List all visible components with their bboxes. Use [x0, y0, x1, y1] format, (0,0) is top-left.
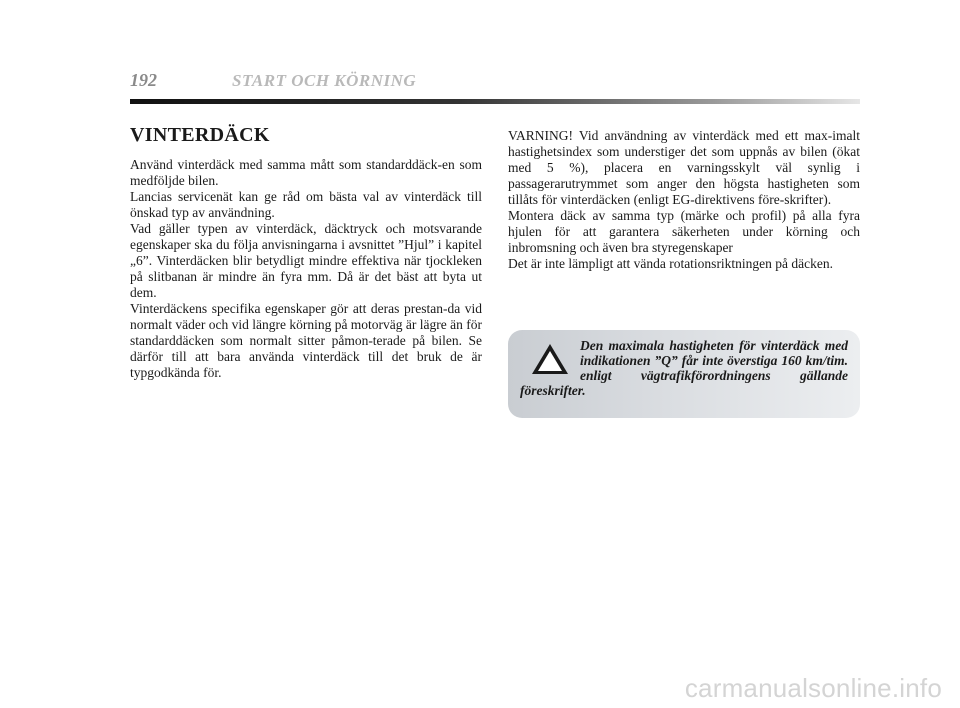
right-paragraph-2: Montera däck av samma typ (märke och profil) på alla fyra hjulen för att garantera säkerheten under körning och inbromsning och även bra styregenskaper: [508, 208, 860, 255]
left-column: [130, 124, 482, 381]
right-paragraph-1: VARNING! Vid användning av vinterdäck med ett max-imalt hastighetsindex som understiger det som uppnås av bilen (ökat med 5 %), placera en varningsskylt väl synlig i passagerarutrymmet som anger den högsta hastigheten som tillåts för vinterdäcken (enligt EG-direktivens före-skrifter).: [508, 128, 860, 207]
running-title: START OCH KÖRNING: [232, 71, 417, 90]
page-number: 192: [130, 70, 157, 90]
header-rule: [130, 99, 860, 104]
watermark: carmanualsonline.info: [684, 673, 942, 703]
warning-box: [508, 330, 860, 418]
left-paragraph-1: Använd vinterdäck med samma mått som standarddäck-en som medföljde bilen.: [130, 157, 482, 188]
right-column: [508, 128, 860, 272]
left-paragraph-4: Vinterdäckens specifika egenskaper gör att deras prestan-da vid normalt väder och vid längre körning på motorväg är lägre än för standarddäcken som normalt sitter påmon-terade på bilen. Se därför till att bara använda vinterdäck till det bruk de är typgodkända för.: [130, 301, 482, 380]
warning-text: Den maximala hastigheten för vinterdäck med indikationen ”Q” får inte överstiga 160 km/tim. enligt vägtrafikförordningens gällande föreskrifter.: [520, 338, 848, 398]
left-paragraph-2: Lancias servicenät kan ge råd om bästa val av vinterdäck till önskad typ av användning.: [130, 189, 482, 220]
right-paragraph-3: Det är inte lämpligt att vända rotationsriktningen på däcken.: [508, 256, 834, 271]
left-paragraph-3: Vad gäller typen av vinterdäck, däcktryck och motsvarande egenskaper ska du följa anvisningarna i avsnittet ”Hjul” i kapitel „6”. Vinterdäcken blir betydligt mindre effektiva när tjockleken på slitbanan är mindre än fyra mm. Då är det bäst att byta ut dem.: [130, 221, 482, 300]
section-heading: VINTERDÄCK: [130, 124, 270, 146]
warning-triangle-icon: [530, 342, 570, 376]
